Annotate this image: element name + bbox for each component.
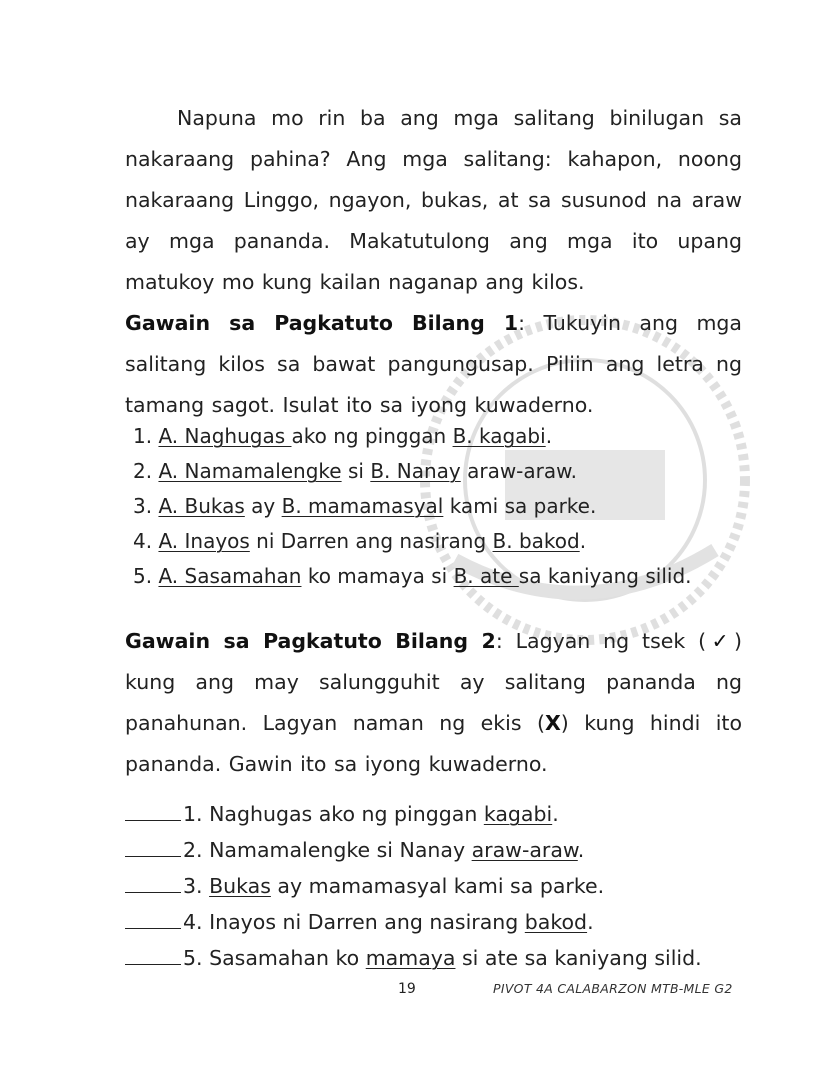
choice-b: B. kagabi	[452, 424, 546, 448]
answer-blank[interactable]	[125, 798, 181, 821]
underlined-word: Bukas	[209, 874, 271, 898]
choice-b: B. mamamasyal	[281, 494, 444, 518]
answer-blank[interactable]	[125, 906, 181, 929]
list-item: 3. Bukas ay mamamasyal kami sa parke.	[125, 868, 765, 904]
choice-b: B. bakod	[492, 529, 580, 553]
activity-1-instructions	[125, 303, 742, 426]
activity-2-heading: Gawain sa Pagkatuto Bilang 2	[125, 629, 496, 653]
answer-blank[interactable]	[125, 834, 181, 857]
list-item: 5. Sasamahan ko mamaya si ate sa kaniyang silid.	[125, 940, 765, 976]
underlined-word: araw-araw	[471, 838, 578, 862]
underlined-word: mamaya	[365, 946, 456, 970]
choice-b: B. ate	[453, 564, 519, 588]
choice-a: A. Bukas	[158, 494, 245, 518]
choice-a: A. Inayos	[158, 529, 250, 553]
activity-1-text: : Tukuyin ang mga salitang kilos sa bawat pangungusap. Piliin ang letra ng tamang sagot. Isulat ito sa iyong kuwaderno.	[125, 311, 742, 417]
list-item: 2. A. Namamalengke si B. Nanay araw-araw.	[133, 459, 578, 483]
underlined-word: kagabi	[483, 802, 553, 826]
intro-text: Napuna mo rin ba ang mga salitang binilugan sa nakaraang pahina? Ang mga salitang: kahapon, noong nakaraang Linggo, ngayon, bukas, at sa susunod na araw ay mga pananda. Makatutulong ang mga ito upang matukoy mo kung kailan naganap ang kilos.	[125, 106, 742, 294]
list-item: 3. A. Bukas ay B. mamamasyal kami sa parke.	[133, 494, 597, 518]
list-item: 2. Namamalengke si Nanay araw-araw.	[125, 832, 765, 868]
choice-a: A. Naghugas	[158, 424, 292, 448]
choice-a: A. Sasamahan	[158, 564, 302, 588]
check-mark-symbol: ✓	[706, 629, 734, 653]
x-mark-symbol: X	[544, 711, 561, 735]
answer-blank[interactable]	[125, 942, 181, 965]
activity-2-list	[125, 796, 765, 976]
list-item: 1. A. Naghugas ako ng pinggan B. kagabi.	[133, 424, 553, 448]
activity-2-instructions: Gawain sa Pagkatuto Bilang 2: Lagyan ng tsek (✓) kung ang may salungguhit ay salitang pananda ng panahunan. Lagyan naman ng ekis (X) kung hindi ito pananda. Gawin ito sa iyong kuwaderno.	[125, 629, 743, 776]
choice-a: A. Namamalengke	[158, 459, 342, 483]
page-number: 19	[398, 981, 416, 997]
activity-1-heading: Gawain sa Pagkatuto Bilang 1	[125, 311, 519, 335]
answer-blank[interactable]	[125, 870, 181, 893]
list-item: 5. A. Sasamahan ko mamaya si B. ate sa kaniyang silid.	[133, 564, 692, 588]
activity-1-list	[125, 419, 765, 594]
intro-paragraph	[125, 98, 742, 303]
underlined-word: bakod	[524, 910, 588, 934]
footer-code: PIVOT 4A CALABARZON MTB-MLE G2	[493, 981, 733, 996]
choice-b: B. Nanay	[370, 459, 461, 483]
list-item: 4. A. Inayos ni Darren ang nasirang B. bakod.	[133, 529, 587, 553]
list-item: 1. Naghugas ako ng pinggan kagabi.	[125, 796, 765, 832]
list-item: 4. Inayos ni Darren ang nasirang bakod.	[125, 904, 765, 940]
